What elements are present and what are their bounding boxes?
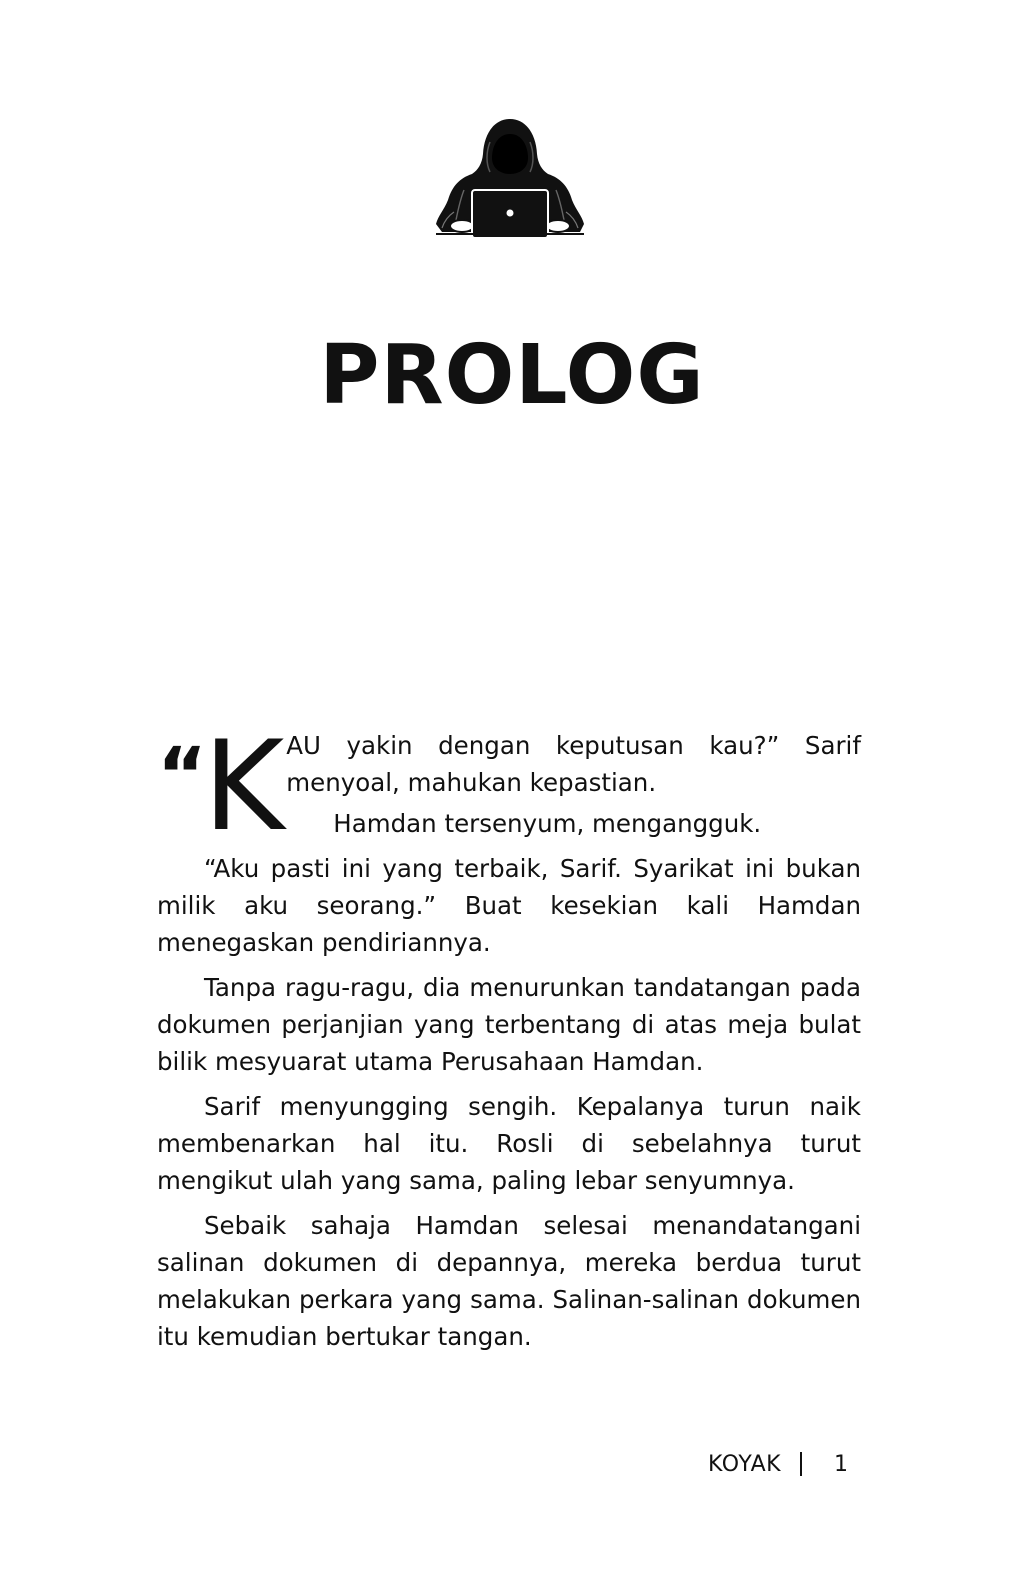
- paragraph: Tanpa ragu-ragu, dia menurunkan tandatangan pada dokumen perjanjian yang terbentang di atas meja bulat bilik mesyuarat utama Perusahaan Hamdan.: [157, 973, 861, 1076]
- chapter-title: PROLOG: [319, 328, 705, 423]
- page-footer: [700, 1448, 860, 1484]
- chapter-body: [157, 715, 861, 1363]
- drop-cap-quote-mark: “: [157, 730, 203, 819]
- paragraph: Sarif menyungging sengih. Kepalanya turun naik membenarkan hal itu. Rosli di sebelahnya turut mengikut ulah yang sama, paling lebar senyumnya.: [157, 1092, 861, 1195]
- drop-cap-letter: K: [202, 715, 285, 859]
- page-number: 1: [834, 1452, 848, 1477]
- paragraph: “Aku pasti ini yang terbaik, Sarif. Syarikat ini bukan milik aku seorang.” Buat kesekian kali Hamdan menegaskan pendiriannya.: [157, 854, 861, 957]
- opening-text: AU yakin dengan keputusan kau?” Sarif menyoal, mahukan kepastian.: [286, 731, 861, 797]
- paragraph: Hamdan tersenyum, mengangguk.: [333, 809, 762, 838]
- drop-cap: [157, 715, 285, 859]
- hooded-hacker-laptop-icon: [434, 116, 586, 240]
- footer-divider: [800, 1452, 802, 1476]
- paragraph: Sebaik sahaja Hamdan selesai menandatangani salinan dokumen di depannya, mereka berdua turut melakukan perkara yang sama. Salinan-salinan dokumen itu kemudian bertukar tangan.: [157, 1211, 861, 1351]
- running-book-title: KOYAK: [708, 1452, 782, 1477]
